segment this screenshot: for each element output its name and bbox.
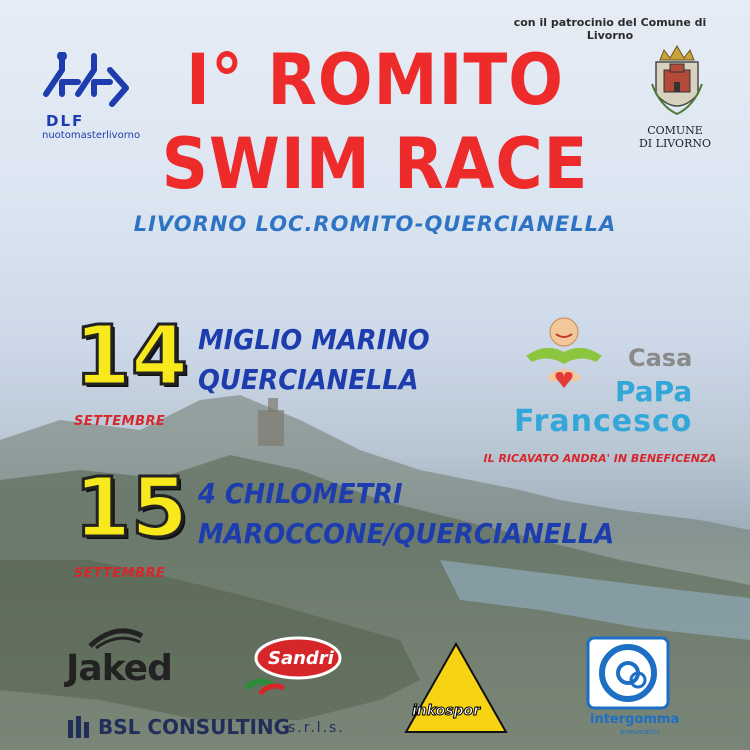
charity-note: IL RICAVATO ANDRA' IN BENEFICENZA xyxy=(483,452,717,465)
sponsor-inkospor: inkospor xyxy=(412,703,481,719)
event-2-month: SETTEMBRE xyxy=(74,566,166,581)
charity-francesco: Francesco xyxy=(514,404,693,439)
sponsor-sandri: Sandri xyxy=(268,648,334,669)
charity-casa: Casa xyxy=(628,344,693,372)
event-2-line-1: 4 CHILOMETRI xyxy=(198,477,403,510)
comune-crest-icon xyxy=(650,44,704,122)
tower-shape xyxy=(258,410,284,446)
intergomma-tire-icon xyxy=(586,636,670,710)
comune-label-line-1: COMUNE xyxy=(647,124,703,137)
event-2-line-2: MAROCCONE/QUERCIANELLA xyxy=(198,517,615,550)
location-subtitle: LIVORNO LOC.ROMITO-QUERCIANELLA xyxy=(133,212,617,236)
sponsor-intergomma: intergomma xyxy=(590,712,680,727)
event-1-day: 14 xyxy=(74,309,189,404)
event-1-month: SETTEMBRE xyxy=(74,414,166,429)
sponsor-bsl: BSL CONSULTING xyxy=(98,715,291,739)
jaked-swoosh-icon xyxy=(86,626,146,650)
charity-papa: PaPa xyxy=(615,375,693,408)
casa-papa-francesco-logo-icon xyxy=(520,310,620,410)
comune-label-line-2: DI LIVORNO xyxy=(638,137,711,150)
event-1-line-1: MIGLIO MARINO xyxy=(198,323,430,356)
event-2-day: 15 xyxy=(74,461,189,556)
organizer-name: DLF xyxy=(46,112,85,130)
bsl-bars-icon xyxy=(66,714,92,740)
patronage-note: con il patrocinio del Comune di Livorno xyxy=(513,16,707,42)
sponsor-jaked: Jaked xyxy=(66,648,172,689)
organizer-sub: nuotomasterlivorno xyxy=(42,130,141,141)
title-line-2: SWIM RACE xyxy=(161,123,589,205)
title-line-1: I° ROMITO xyxy=(186,39,564,121)
event-1-line-2: QUERCIANELLA xyxy=(198,363,419,396)
sponsor-intergomma-sub: pneumatici xyxy=(620,728,660,736)
sponsor-bsl-suffix: s.r.l.s. xyxy=(288,720,345,736)
inkospor-triangle-icon xyxy=(404,642,508,734)
comune-label xyxy=(630,124,720,150)
